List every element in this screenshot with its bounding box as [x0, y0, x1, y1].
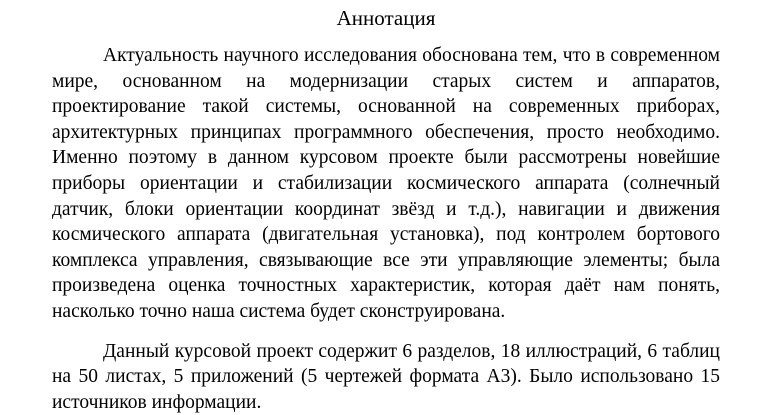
paragraph-relevance: Актуальность научного исследования обоснована тем, что в современном мире, основанном на модернизации старых систем и аппаратов, проектирование такой системы, основанной на современных приборах, архитектурных принципах программного обеспечения, просто необходимо. Именно поэтому в данном курсовом проекте были рассмотрены новейшие приборы ориентации и стабилизации космического аппарата (солнечный датчик, блоки ориентации координат звёзд и т.д.), навигации и движения космического аппарата (двигательная установка), под контролем бортового комплекса управления, связывающие все эти управляющие элементы; была произведена оценка точностных характеристик, которая даёт нам понять, насколько точно наша система будет сконструирована. — [52, 45, 720, 322]
document-title: Аннотация — [336, 6, 436, 30]
document-page — [52, 0, 720, 415]
paragraph-contents-summary: Данный курсовой проект содержит 6 разделов, 18 иллюстраций, 6 таблиц на 50 листах, 5 приложений (5 чертежей формата А3). Было использовано 15 источников информации. — [52, 340, 720, 413]
